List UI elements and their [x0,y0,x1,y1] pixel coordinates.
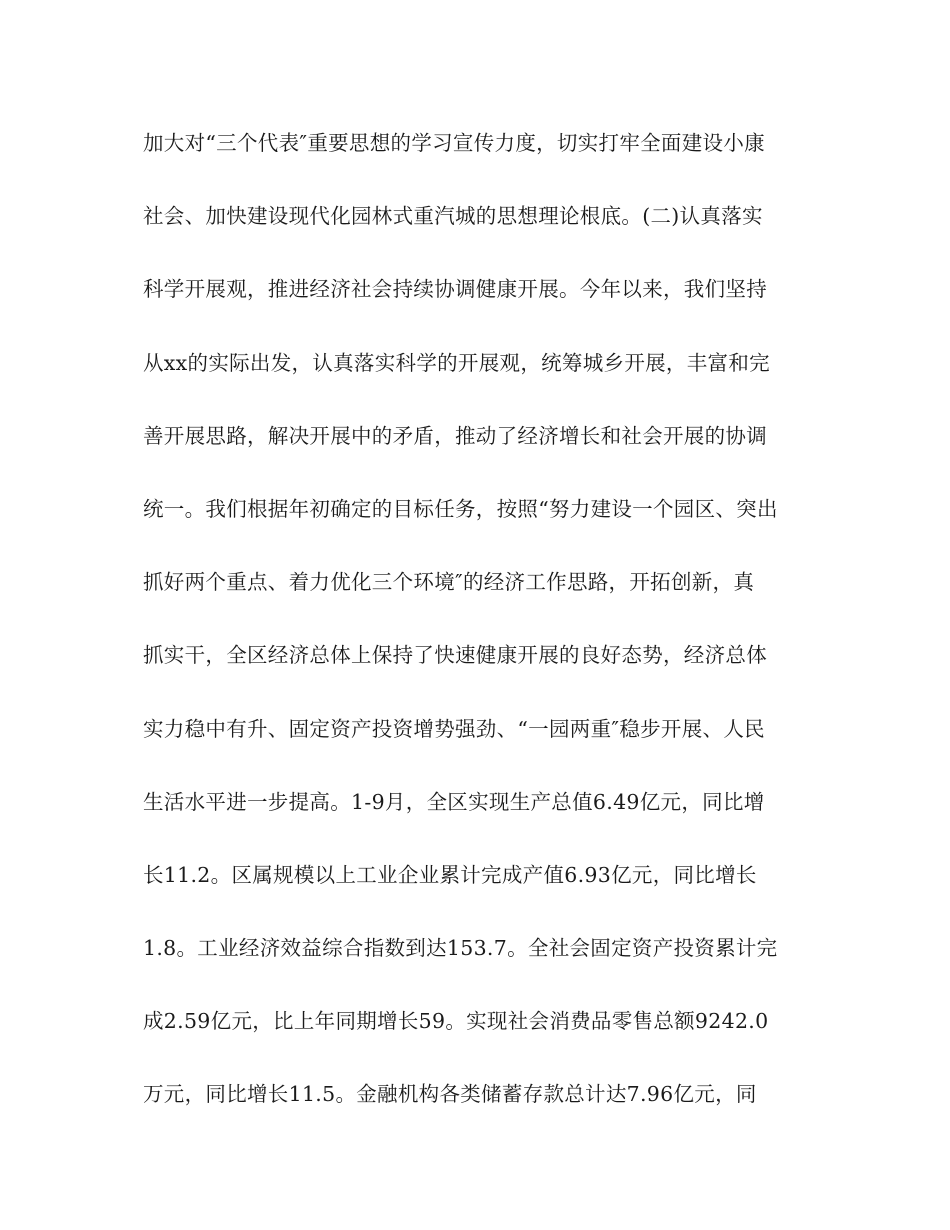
text-line: 科学开展观，推进经济社会持续协调健康开展。今年以来，我们坚持 [143,277,767,302]
text-line: 统一。我们根据年初确定的目标任务，按照“努力建设一个园区、突出 [143,496,778,521]
text-line: 成2.59亿元，比上年同期增长59。实现社会消费品零售总额9242.0 [143,1009,769,1034]
text-line: 1.8。工业经济效益综合指数到达153.7。全社会固定资产投资累计完 [143,936,778,961]
text-line: 抓好两个重点、着力优化三个环境″的经济工作思路，开拓创新，真 [143,570,755,595]
text-line: 实力稳中有升、固定资产投资增势强劲、“一园两重″稳步开展、人民 [143,716,765,741]
text-line: 社会、加快建设现代化园林式重汽城的思想理论根底。(二)认真落实 [143,204,763,229]
text-line: 加大对“三个代表″重要思想的学习宣传力度，切实打牢全面建设小康 [143,131,765,155]
text-line: 生活水平进一步提高。1-9月，全区实现生产总值6.49亿元，同比增 [143,789,765,814]
text-line: 万元，同比增长11.5。金融机构各类储蓄存款总计达7.96亿元，同 [143,1082,757,1107]
text-line: 长11.2。区属规模以上工业企业累计完成产值6.93亿元，同比增长 [143,862,757,887]
text-line: 从xx的实际出发，认真落实科学的开展观，统筹城乡开展，丰富和完 [143,350,770,375]
text-line: 抓实干，全区经济总体上保持了快速健康开展的良好态势，经济总体 [143,643,767,668]
text-line: 善开展思路，解决开展中的矛盾，推动了经济增长和社会开展的协调 [143,423,767,448]
body-text [143,120,813,1145]
